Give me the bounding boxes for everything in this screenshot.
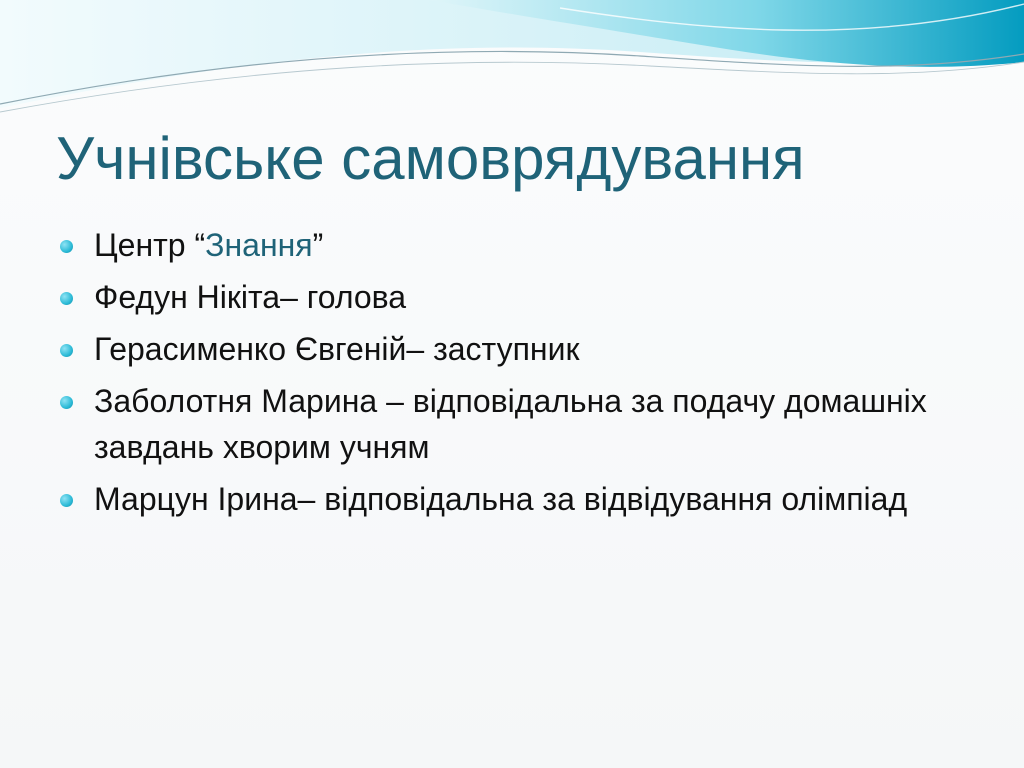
slide-title: Учнівське самоврядування — [56, 125, 805, 192]
bullet-text-prefix: Центр “ — [94, 227, 206, 263]
bullet-list — [60, 222, 960, 528]
bullet-dot-icon — [60, 494, 73, 507]
header-wave-decoration — [0, 0, 1024, 140]
bullet-dot-icon — [60, 240, 73, 253]
bullet-item-homework — [60, 378, 960, 470]
bullet-text: Марцун Ірина– відповідальна за відвідування олімпіад — [94, 481, 908, 517]
bullet-item-center — [60, 222, 960, 268]
bullet-text: Заболотня Марина – відповідальна за подачу домашніх завдань хворим учням — [94, 383, 927, 465]
bullet-item-head — [60, 274, 960, 320]
bullet-text-suffix: ” — [312, 227, 324, 263]
bullet-text: Федун Нікіта– голова — [94, 279, 407, 315]
bullet-item-olympiads — [60, 476, 960, 522]
bullet-dot-icon — [60, 292, 73, 305]
bullet-text-accent: Знання — [205, 227, 313, 263]
bullet-item-deputy — [60, 326, 960, 372]
bullet-dot-icon — [60, 344, 73, 357]
bullet-dot-icon — [60, 396, 73, 409]
bullet-text: Герасименко Євгеній– заступник — [94, 331, 580, 367]
